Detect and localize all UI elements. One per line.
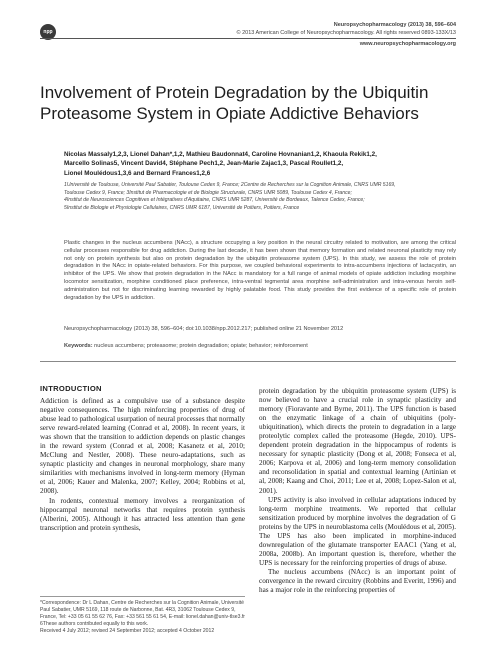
affiliation-line: 1Université de Toulouse, Université Paul Sabatier, Toulouse Cedex 9, France; 2Centre de Recherches sur la Cognition Animale, CNRS UMR 5169, [64,182,396,188]
section-rule [40,361,456,362]
affiliation-line: 4Institut de Neurosciences Cognitives et Intégratives d'Aquitaine, CNRS UMR 5287, Université de Bordeaux, Talence Cedex, France; [64,197,365,204]
affiliations [64,182,464,212]
body-paragraph: In rodents, contextual memory involves a reorganization of hippocampal neuronal networks that requires protein synthesis (Alberini, 2005). Although it has attracted less attention than gene transcription and protein synthesis, [40,496,245,532]
author-line: Lionel Moulédous1,3,6 and Bernard Frances1,2,6 [64,169,211,177]
header-rule [40,38,456,39]
affiliation-line: 5Institut de Biologie et Physiologie Cellulaires, CNRS UMR 6187, Université de Poitiers, Poitiers, France [64,204,300,211]
author-line: Nicolas Massaly1,2,3, Lionel Dahan*,1,2, Mathieu Baudonnat4, Caroline Hovnanian1,2, Khaoula Rekik1,2, [64,151,377,158]
journal-logo: npp [40,24,56,40]
footnote: *Correspondence: Dr L Dahan, Centre de Recherches sur la Cognition Animale, Université Paul Sabatier, UMR 5169, 118 route de Narbonne, Bat. 4R3, 31062 Toulouse Cedex 9, France, Tel: +33 05 61 55 62 76, Fax: +33 561 55 61 54, E-mail: lionel.dahan@univ-tlse3.fr [40,600,245,621]
copyright-line: © 2013 American College of Neuropsychopharmacology. All rights reserved 0893-133X/13 [236,30,456,36]
journal-citation-header: Neuropsychopharmacology (2013) 38, 596–604 [333,22,456,28]
right-column [259,387,456,595]
footnote: 6These authors contributed equally to this work. [40,621,149,628]
body-paragraph: protein degradation by the ubiquitin proteasome system (UPS) is now believed to have a crucial role in synaptic plasticity and memory (Fioravante and Byrne, 2011). The UPS function is based on the enzymatic linkage of a chain of ubiquitins (poly-ubiquitination), which directs the protein to degradation in a large proteolytic complex called the proteasome (Hegde, 2010). UPS-dependent protein degradation in the hippocampus of rodents is necessary for synaptic plasticity (Dong et al, 2008; Fonseca et al, 2006; Karpova et al, 2006) and long-term memory consolidation and reconsolidation in spatial and contextual learning (Artinian et al, 2008; Kaang and Choi, 2011; Lee et al, 2008; Lopez-Salon et al, 2001). [259,387,456,495]
author-line: Marcello Solinas5, Vincent David4, Stéphane Pech1,2, Jean-Marie Zajac1,3, Pascal Roullet1,2, [64,160,344,168]
citation-line: Neuropsychopharmacology (2013) 38, 596–604; doi:10.1038/npp.2012.217; published online 21 November 2012 [64,326,344,332]
footnote-rule [40,596,245,597]
affiliation-line: Toulouse Cedex 9, France; 3Institut de Pharmacologie et de Biologie Structurale, CNRS UMR 5089, Toulouse Cedex 4, France; [64,189,352,196]
footnote: Received 4 July 2012; revised 24 September 2012; accepted 4 October 2012 [40,628,215,635]
body-paragraph: Addiction is defined as a compulsive use of a substance despite negative consequences. The high reinforcing properties of drug of abuse lead to pathological usurpation of neural processes that normally serve reward-related learning (Conrad et al, 2008). In recent years, it was shown that the transition to addiction depends on plastic changes in the reward system (Conrad et al, 2008; Kasanetz et al, 2010; McClung and Nestler, 2008). These neuro-adaptations, such as synaptic plasticity and changes in neuronal morphology, share many similarities with mechanisms involved in long-term memory (Hyman et al, 2006; Kauer and Malenka, 2007; Kelley, 2004; Robbins et al, 2008). [40,397,245,496]
journal-url[interactable]: www.neuropsychopharmacology.org [359,41,456,47]
title-line: Proteasome System in Opiate Addictive Behaviors [40,104,419,123]
left-column [40,397,245,533]
author-list [64,150,464,178]
abstract: Plastic changes in the nucleus accumbens (NAcc), a structure occupying a key position in the neural circuitry related to motivation, are among the critical cellular processes responsible for drug addiction. During the last decade, it has been shown that memory formation and related neuronal plasticity may rely not only on protein synthesis but also on protein degradation by the ubiquitin proteasome system (UPS). In this study, we assess the role of protein degradation in the NAcc in opiate-related behaviors. For this purpose, we coupled behavioral experiments to intra-accumbens injections of lactacystin, an inhibitor of the UPS. We show that protein degradation in the NAcc is mandatory for a full range of animal models of opiate addiction including morphine locomotor sensitization, morphine conditioned place preference, intra-ventral tegmental area morphine self-administration and intra-venous heroin self-administration but not for discriminating learning rewarded by highly palatable food. This study provides the first evidence of a specific role of protein degradation by the UPS in addiction. [64,240,456,301]
keywords [64,343,456,349]
article-title [40,82,460,124]
body-paragraph: The nucleus accumbens (NAcc) is an important point of convergence in the reward circuitry (Robbins and Everitt, 1996) and has a major role in the reinforcing properties of [259,567,456,595]
keywords-text: nucleus accumbens; proteasome; protein degradation; opiate; behavior; reinforcement [94,343,308,349]
footnotes [40,600,245,635]
title-line: Involvement of Protein Degradation by the Ubiquitin [40,83,429,102]
section-heading: INTRODUCTION [40,384,102,393]
body-paragraph: UPS activity is also involved in cellular adaptations induced by long-term morphine treatments. We reported that cellular sensitization produced by morphine involves the degradation of G proteins by the UPS in neuroblastoma cells (Moulédous et al, 2005). The UPS has also been implicated in morphine-induced downregulation of the glutamate transporter EAAC1 (Yang et al, 2008a, 2008b). An important question is, therefore, whether the UPS is necessary for the reinforcing properties of drugs of abuse. [259,495,456,567]
keywords-label: Keywords: [64,343,93,349]
